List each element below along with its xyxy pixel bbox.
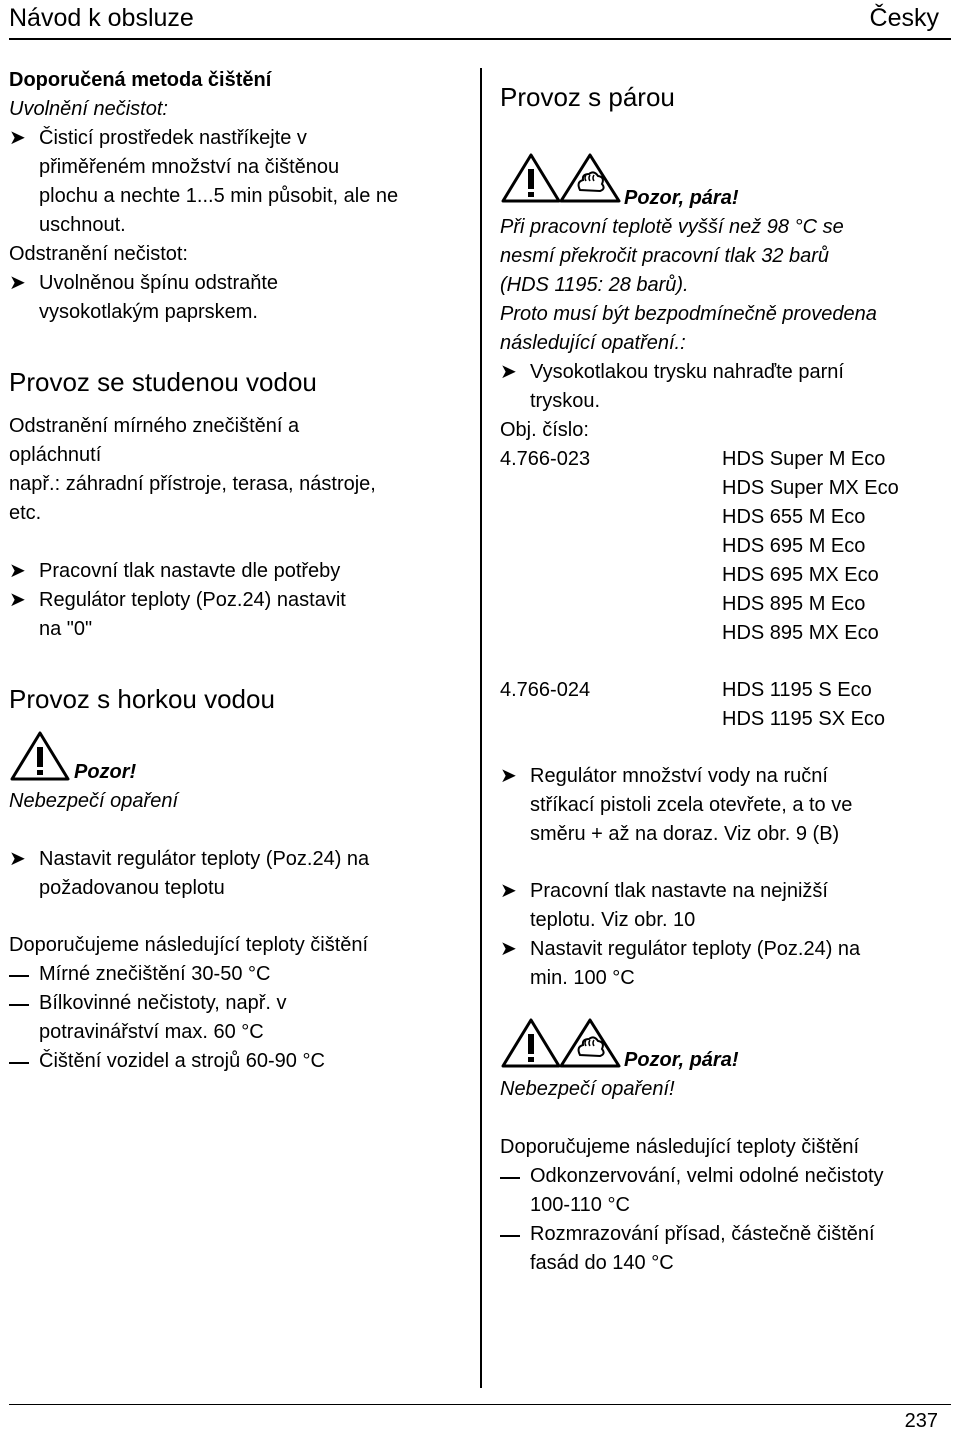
table-row [500, 445, 899, 644]
dash-icon [500, 1235, 520, 1237]
model-name: HDS 895 M Eco [722, 593, 866, 615]
dash-icon [9, 1004, 29, 1006]
steam-warning-line-1: Při pracovní teplotě vyšší než 98 °C se [500, 216, 844, 238]
steam-warning-2-text: Nebezpečí opaření! [500, 1078, 675, 1100]
arrow-bullet-icon: ➤ [9, 272, 26, 294]
model-name: HDS 1195 S Eco [722, 679, 872, 701]
steam-warning-line-4: Proto musí být bezpodmínečně provedena [500, 303, 877, 325]
steam-heading: Provoz s párou [500, 82, 675, 112]
cold-text-3: např.: záhradní přístroje, terasa, nástroje, [9, 473, 376, 495]
arrow-bullet-icon: ➤ [9, 127, 26, 149]
column-divider [480, 68, 482, 1388]
page-header [9, 0, 951, 40]
dash-icon [9, 1062, 29, 1064]
table-row [500, 676, 886, 730]
model-name: HDS 1195 SX Eco [722, 708, 886, 730]
steam-warning-line-2: nesmí překročit pracovní tlak 32 barů [500, 245, 830, 267]
header-title: Návod k obsluze [9, 4, 194, 32]
warning-triangle-icon [500, 1017, 562, 1069]
dash-icon [9, 975, 29, 977]
warning-title: Pozor! [74, 761, 137, 783]
cold-text-1: Odstranění mírného znečištění a [9, 415, 300, 437]
arrow-bullet-icon: ➤ [9, 848, 26, 870]
cold-text-4: etc. [9, 502, 42, 524]
arrow-bullet-icon: ➤ [9, 589, 26, 611]
model-name: HDS 895 MX Eco [722, 622, 879, 644]
steam-hazard-icon [558, 1017, 622, 1069]
page-number: 237 [904, 1410, 938, 1432]
order-number-label: Obj. číslo: [500, 419, 589, 441]
cold-water-heading: Provoz se studenou vodou [9, 367, 317, 397]
rec-method-heading: Doporučená metoda čištění [9, 69, 272, 91]
steam-hazard-icon [558, 152, 622, 204]
loosen-label: Uvolnění nečistot: [9, 98, 168, 120]
arrow-bullet-icon: ➤ [500, 938, 517, 960]
model-name: HDS 655 M Eco [722, 506, 866, 528]
arrow-bullet-icon: ➤ [9, 560, 26, 582]
warning-triangle-icon [9, 730, 71, 782]
steam-temps-intro: Doporučujeme následující teploty čištění [500, 1136, 860, 1158]
model-name: HDS Super MX Eco [722, 477, 899, 499]
steam-warning-line-3: (HDS 1195: 28 barů). [500, 274, 689, 296]
hot-water-heading: Provoz s horkou vodou [9, 684, 275, 714]
cold-text-2: opláchnutí [9, 444, 102, 466]
dash-icon [500, 1177, 520, 1179]
warning-text: Nebezpečí opaření [9, 790, 179, 812]
order-number: 4.766-024 [500, 679, 591, 701]
arrow-bullet-icon: ➤ [500, 765, 517, 787]
temps-intro: Doporučujeme následující teploty čištění [9, 934, 369, 956]
steam-warning-2-title: Pozor, pára! [624, 1049, 739, 1071]
model-name: HDS 695 M Eco [722, 535, 866, 557]
model-name: HDS Super M Eco [722, 448, 886, 470]
remove-label: Odstranění nečistot: [9, 243, 188, 265]
steam-warning-line-5: následující opatření.: [500, 332, 686, 354]
arrow-bullet-icon: ➤ [500, 880, 517, 902]
steam-warning-title: Pozor, pára! [624, 187, 739, 209]
model-name: HDS 695 MX Eco [722, 564, 879, 586]
header-language: Česky [869, 4, 939, 32]
footer-rule [9, 1404, 951, 1405]
arrow-bullet-icon: ➤ [500, 361, 517, 383]
order-number: 4.766-023 [500, 448, 591, 470]
warning-triangle-icon [500, 152, 562, 204]
